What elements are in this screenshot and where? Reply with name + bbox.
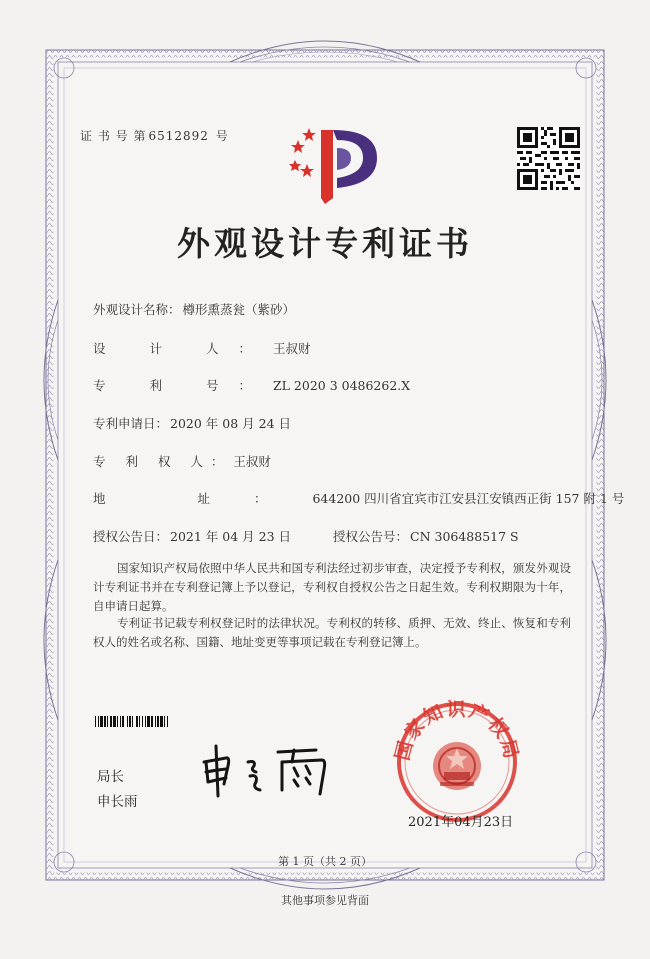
certificate-number-label: 证 书 号 第 (80, 129, 147, 143)
page-number: 第 1 页（共 2 页） (278, 855, 372, 868)
patent-number-label: 专 利 号： (93, 378, 271, 393)
cnipa-logo-icon (285, 118, 385, 206)
designer-label: 设 计 人： (93, 341, 271, 356)
grant-number-row (333, 527, 519, 545)
address-value: 644200 四川省宜宾市江安县江安镇西正街 157 附 1 号 (312, 491, 625, 506)
patentee-value: 王叔财 (233, 454, 271, 469)
director-name: 申长雨 (97, 794, 138, 810)
certificate-title: 外观设计专利证书 (177, 224, 473, 263)
grant-number-label: 授权公告号： (333, 529, 409, 544)
grant-statement-paragraph: 国家知识产权局依照中华人民共和国专利法经过初步审查，决定授予专利权，颁发外观设计专利证书并在专利登记簿上予以登记，专利权自授权公告之日起生效。专利权期限为十年，自申请日起算。 (93, 561, 571, 613)
patent-number-value: ZL 2020 3 0486262.X (272, 378, 411, 393)
svg-text:国家知识产权局: 国家知识产权局 (392, 700, 522, 763)
patentee-label: 专 利 权 人： (93, 454, 232, 469)
director-signature (198, 740, 338, 800)
legal-status-paragraph: 专利证书记载专利权登记时的法律状况。专利权的转移、质押、无效、终止、恢复和专利权人的姓名或名称、国籍、地址变更等事项记载在专利登记簿上。 (93, 616, 571, 649)
address-label: 地 址： (93, 491, 311, 506)
certificate-number-value: 6512892 (148, 129, 209, 143)
designer-row (93, 339, 310, 357)
design-name-label: 外观设计名称： (93, 302, 181, 317)
design-name-value: 樽形熏蒸瓮（紫砂） (182, 302, 296, 317)
filing-date-label: 专利申请日： (93, 416, 169, 431)
address-row (93, 489, 624, 507)
seal-date: 2021年04月23日 (408, 815, 514, 830)
footer-note: 其他事项参见背面 (281, 894, 369, 907)
grant-number-value: CN 306488517 S (410, 529, 519, 544)
barcode-icon (95, 716, 223, 727)
qr-code-icon (517, 127, 580, 190)
certificate-number (80, 127, 231, 144)
grant-date-row (93, 527, 291, 545)
patent-number-row (93, 376, 410, 394)
director-title: 局长 (97, 769, 124, 785)
filing-date-row (93, 414, 291, 432)
certificate-number-suffix: 号 (215, 129, 229, 143)
design-name-row (93, 300, 295, 318)
grant-date-label: 授权公告日： (93, 529, 169, 544)
designer-value: 王叔财 (272, 341, 311, 356)
filing-date-value: 2020 年 08 月 24 日 (170, 416, 292, 431)
grant-date-value: 2021 年 04 月 23 日 (170, 529, 292, 544)
patentee-row (93, 452, 271, 470)
